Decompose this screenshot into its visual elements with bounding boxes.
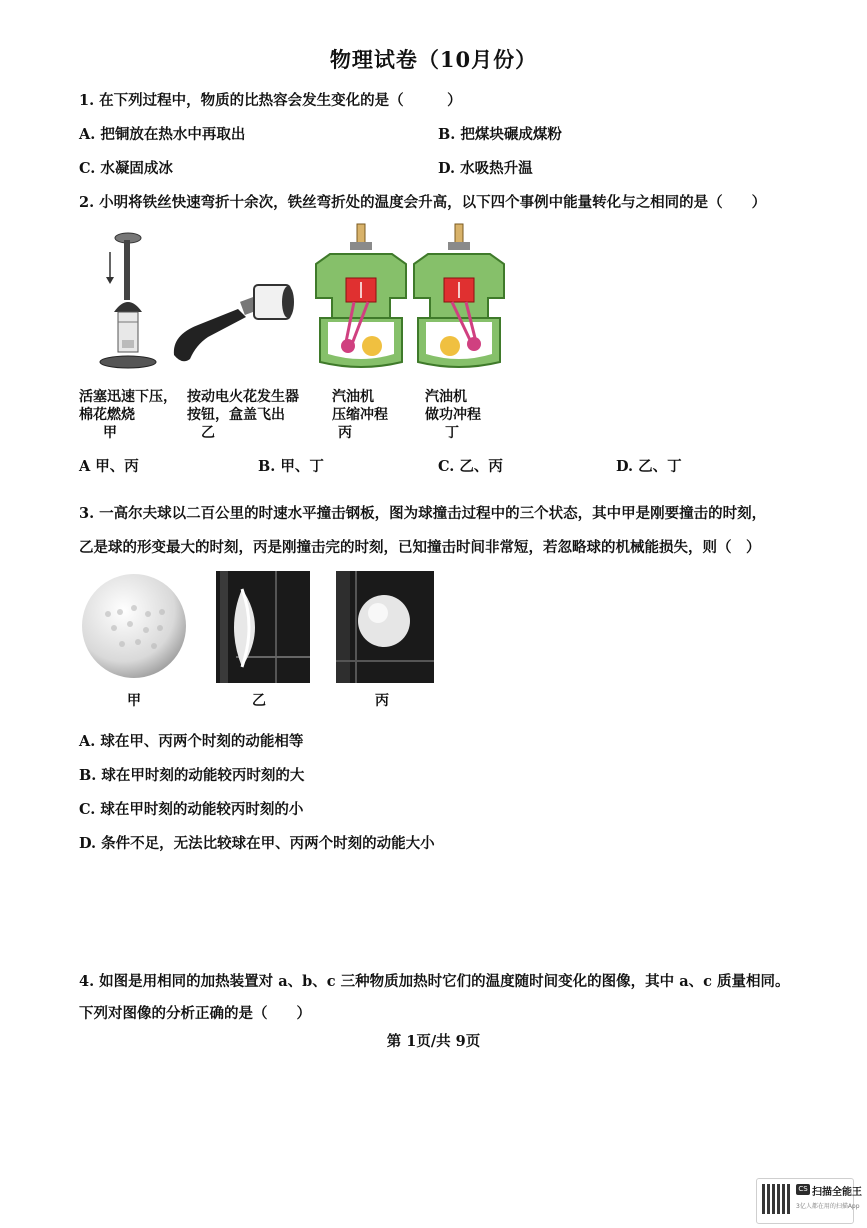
- caption-bing: [332, 388, 388, 442]
- q3-option-d: D. 条件不足，无法比较球在甲、丙两个时刻的动能大小: [79, 835, 435, 852]
- caption-ding-tag: 丁: [445, 425, 459, 441]
- photo-caption-yi: 乙: [252, 693, 266, 709]
- q2-option-d: D. 乙、丁: [616, 458, 682, 475]
- scanner-logo-icon: CS: [796, 1184, 810, 1195]
- caption-bing-line1: 汽油机: [332, 389, 374, 405]
- caption-ding-line2: 做功冲程: [425, 407, 481, 423]
- spark-generator-figure: [168, 275, 300, 367]
- question-3-stem-line1: 3. 一高尔夫球以二百公里的时速水平撞击钢板，图为球撞击过程中的三个状态，其中甲是刚要撞击的时刻，: [79, 505, 767, 522]
- question-1-stem: 1. 在下列过程中，物质的比热容会发生变化的是（ ）: [79, 92, 462, 109]
- q1-option-d: D. 水吸热升温: [438, 160, 533, 177]
- q3-option-b: B. 球在甲时刻的动能较丙时刻的大: [79, 767, 305, 784]
- question-4-stem-line1: 4. 如图是用相同的加热装置对 a、b、c 三种物质加热时它们的温度随时间变化的图像，其中 a、c 质量相同。: [79, 973, 790, 990]
- scanner-app-name: 扫描全能王: [812, 1187, 862, 1198]
- caption-yi-line2: 按钮，盒盖飞出: [187, 407, 285, 423]
- scanner-watermark: [756, 1178, 862, 1224]
- caption-jia: [79, 388, 177, 442]
- q1-option-c: C. 水凝固成冰: [79, 160, 173, 177]
- caption-yi: [187, 388, 299, 442]
- page-title: 物理试卷（10月份）: [329, 47, 538, 72]
- scanner-tagline: 3亿人都在用的扫描App: [796, 1203, 860, 1210]
- caption-yi-line1: 按动电火花发生器: [187, 389, 299, 405]
- q2-option-b: B. 甲、丁: [258, 458, 324, 475]
- caption-jia-line2: 棉花燃烧: [79, 407, 135, 423]
- caption-ding-line1: 汽油机: [425, 389, 467, 405]
- qr-code-icon: [762, 1184, 792, 1214]
- q1-option-a: A. 把铜放在热水中再取出: [79, 126, 246, 143]
- golf-ball-photo-jia: [80, 572, 190, 682]
- caption-jia-tag: 甲: [103, 425, 117, 441]
- photo-caption-jia: 甲: [127, 693, 141, 709]
- question-4-stem-line2: 下列对图像的分析正确的是（ ）: [79, 1005, 311, 1022]
- question-2-stem: 2. 小明将铁丝快速弯折十余次，铁丝弯折处的温度会升高，以下四个事例中能量转化与之相同的是（ ）: [79, 194, 767, 211]
- page-footer: 第 1页/共 9页: [386, 1033, 481, 1050]
- caption-jia-line1: 活塞迅速下压，: [79, 389, 177, 405]
- golf-ball-photo-yi: [216, 571, 310, 683]
- caption-bing-line2: 压缩冲程: [332, 407, 388, 423]
- q2-option-a: A 甲、丙: [79, 458, 139, 475]
- piston-cylinder-figure: [96, 222, 160, 372]
- q2-option-c: C. 乙、丙: [438, 458, 503, 475]
- photo-caption-bing: 丙: [375, 693, 389, 709]
- caption-yi-tag: 乙: [201, 425, 215, 441]
- caption-bing-tag: 丙: [338, 425, 352, 441]
- question-3-stem-line2: 乙是球的形变最大的时刻，丙是刚撞击完的时刻，已知撞击时间非常短，若忽略球的机械能损失，则（ ）: [79, 539, 761, 556]
- compression-stroke-engine-figure: [312, 222, 410, 372]
- caption-ding: [425, 388, 481, 442]
- q1-option-b: B. 把煤块碾成煤粉: [438, 126, 562, 143]
- golf-ball-photo-bing: [336, 571, 434, 683]
- q3-option-c: C. 球在甲时刻的动能较丙时刻的小: [79, 801, 304, 818]
- power-stroke-engine-figure: [410, 222, 508, 372]
- q3-option-a: A. 球在甲、丙两个时刻的动能相等: [79, 733, 304, 750]
